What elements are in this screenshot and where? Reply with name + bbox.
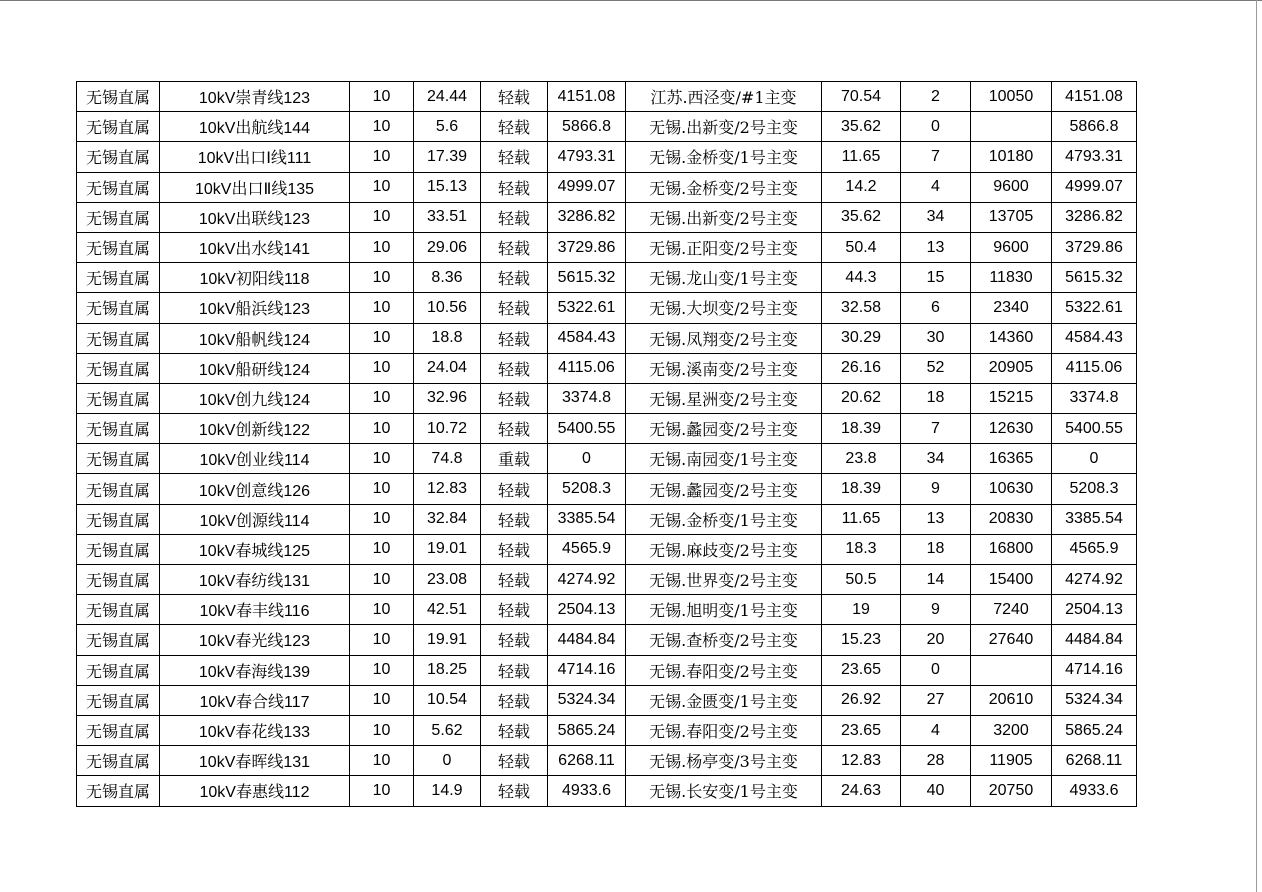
user-count-cell: 6	[901, 293, 971, 323]
remaining-capacity-cell: 4714.16	[1052, 655, 1137, 685]
load-status-cell: 轻载	[481, 414, 548, 444]
remaining-capacity-cell: 4933.6	[1052, 776, 1137, 806]
company-cell: 无锡直属	[77, 82, 160, 112]
remaining-capacity-cell: 6268.11	[1052, 746, 1137, 776]
table-row	[77, 595, 1137, 625]
load-status-cell: 轻载	[481, 383, 548, 413]
transformer-cell: 无锡.出新变/2号主变	[626, 112, 822, 142]
installed-capacity-cell: 14360	[971, 323, 1052, 353]
user-count-cell: 34	[901, 202, 971, 232]
line-name-cell: 10kV春光线123	[160, 625, 350, 655]
available-capacity-cell: 2504.13	[548, 595, 626, 625]
transformer-load-cell: 11.65	[822, 142, 901, 172]
table-row	[77, 625, 1137, 655]
transformer-load-cell: 18.3	[822, 534, 901, 564]
transformer-load-cell: 11.65	[822, 504, 901, 534]
voltage-cell: 10	[350, 746, 414, 776]
company-cell: 无锡直属	[77, 776, 160, 806]
voltage-cell: 10	[350, 625, 414, 655]
table-row	[77, 383, 1137, 413]
transformer-load-cell: 15.23	[822, 625, 901, 655]
table-row	[77, 655, 1137, 685]
load-status-cell: 轻载	[481, 504, 548, 534]
transformer-cell: 无锡.麻歧变/2号主变	[626, 534, 822, 564]
load-rate-cell: 18.8	[414, 323, 481, 353]
company-cell: 无锡直属	[77, 323, 160, 353]
transformer-cell: 无锡.出新变/2号主变	[626, 202, 822, 232]
line-name-cell: 10kV船浜线123	[160, 293, 350, 323]
installed-capacity-cell: 11905	[971, 746, 1052, 776]
voltage-cell: 10	[350, 715, 414, 745]
load-rate-cell: 10.54	[414, 685, 481, 715]
available-capacity-cell: 4714.16	[548, 655, 626, 685]
remaining-capacity-cell: 5324.34	[1052, 685, 1137, 715]
line-name-cell: 10kV船帆线124	[160, 323, 350, 353]
table-row	[77, 232, 1137, 262]
table-row	[77, 202, 1137, 232]
remaining-capacity-cell: 4115.06	[1052, 353, 1137, 383]
line-name-cell: 10kV出水线141	[160, 232, 350, 262]
available-capacity-cell: 4933.6	[548, 776, 626, 806]
line-name-cell: 10kV出口Ⅰ线111	[160, 142, 350, 172]
remaining-capacity-cell: 3729.86	[1052, 232, 1137, 262]
transformer-cell: 无锡.龙山变/1号主变	[626, 263, 822, 293]
voltage-cell: 10	[350, 565, 414, 595]
load-rate-cell: 0	[414, 746, 481, 776]
table-row	[77, 293, 1137, 323]
user-count-cell: 30	[901, 323, 971, 353]
load-status-cell: 轻载	[481, 263, 548, 293]
company-cell: 无锡直属	[77, 685, 160, 715]
load-rate-cell: 5.6	[414, 112, 481, 142]
line-name-cell: 10kV春合线117	[160, 685, 350, 715]
voltage-cell: 10	[350, 112, 414, 142]
load-rate-cell: 5.62	[414, 715, 481, 745]
line-name-cell: 10kV创意线126	[160, 474, 350, 504]
line-name-cell: 10kV创九线124	[160, 383, 350, 413]
voltage-cell: 10	[350, 414, 414, 444]
transformer-cell: 无锡.蠡园变/2号主变	[626, 474, 822, 504]
transformer-load-cell: 32.58	[822, 293, 901, 323]
load-status-cell: 轻载	[481, 323, 548, 353]
line-name-cell: 10kV创业线114	[160, 444, 350, 474]
transformer-load-cell: 18.39	[822, 414, 901, 444]
user-count-cell: 40	[901, 776, 971, 806]
user-count-cell: 27	[901, 685, 971, 715]
table-row	[77, 776, 1137, 806]
voltage-cell: 10	[350, 142, 414, 172]
line-name-cell: 10kV出航线144	[160, 112, 350, 142]
remaining-capacity-cell: 5865.24	[1052, 715, 1137, 745]
voltage-cell: 10	[350, 504, 414, 534]
company-cell: 无锡直属	[77, 202, 160, 232]
line-name-cell: 10kV春惠线112	[160, 776, 350, 806]
transformer-load-cell: 50.5	[822, 565, 901, 595]
transformer-cell: 无锡.南园变/1号主变	[626, 444, 822, 474]
voltage-cell: 10	[350, 202, 414, 232]
line-name-cell: 10kV出联线123	[160, 202, 350, 232]
voltage-cell: 10	[350, 534, 414, 564]
voltage-cell: 10	[350, 232, 414, 262]
transformer-load-cell: 23.65	[822, 715, 901, 745]
voltage-cell: 10	[350, 383, 414, 413]
load-rate-cell: 24.44	[414, 82, 481, 112]
transformer-cell: 无锡.世界变/2号主变	[626, 565, 822, 595]
table-row	[77, 746, 1137, 776]
installed-capacity-cell: 15400	[971, 565, 1052, 595]
transformer-load-cell: 26.92	[822, 685, 901, 715]
remaining-capacity-cell: 4565.9	[1052, 534, 1137, 564]
installed-capacity-cell: 10050	[971, 82, 1052, 112]
table-row	[77, 142, 1137, 172]
transformer-cell: 无锡.溪南变/2号主变	[626, 353, 822, 383]
table-row	[77, 353, 1137, 383]
load-rate-cell: 23.08	[414, 565, 481, 595]
load-status-cell: 轻载	[481, 293, 548, 323]
user-count-cell: 0	[901, 655, 971, 685]
remaining-capacity-cell: 4999.07	[1052, 172, 1137, 202]
available-capacity-cell: 5866.8	[548, 112, 626, 142]
load-rate-cell: 14.9	[414, 776, 481, 806]
transformer-cell: 无锡.大坝变/2号主变	[626, 293, 822, 323]
company-cell: 无锡直属	[77, 504, 160, 534]
table-row	[77, 474, 1137, 504]
load-rate-cell: 19.91	[414, 625, 481, 655]
load-status-cell: 轻载	[481, 685, 548, 715]
remaining-capacity-cell: 4584.43	[1052, 323, 1137, 353]
table-row	[77, 263, 1137, 293]
transformer-load-cell: 23.65	[822, 655, 901, 685]
installed-capacity-cell	[971, 655, 1052, 685]
load-status-cell: 轻载	[481, 232, 548, 262]
load-status-cell: 轻载	[481, 776, 548, 806]
transformer-cell: 无锡.长安变/1号主变	[626, 776, 822, 806]
transformer-cell: 无锡.金匮变/1号主变	[626, 685, 822, 715]
voltage-cell: 10	[350, 444, 414, 474]
transformer-cell: 无锡.正阳变/2号主变	[626, 232, 822, 262]
available-capacity-cell: 5208.3	[548, 474, 626, 504]
transformer-cell: 无锡.杨亭变/3号主变	[626, 746, 822, 776]
installed-capacity-cell: 20750	[971, 776, 1052, 806]
load-status-cell: 轻载	[481, 746, 548, 776]
installed-capacity-cell	[971, 112, 1052, 142]
table-row	[77, 172, 1137, 202]
line-name-cell: 10kV春城线125	[160, 534, 350, 564]
available-capacity-cell: 5400.55	[548, 414, 626, 444]
transformer-load-cell: 14.2	[822, 172, 901, 202]
transformer-cell: 无锡.金桥变/1号主变	[626, 142, 822, 172]
user-count-cell: 13	[901, 232, 971, 262]
transformer-load-cell: 50.4	[822, 232, 901, 262]
available-capacity-cell: 5324.34	[548, 685, 626, 715]
installed-capacity-cell: 16365	[971, 444, 1052, 474]
load-status-cell: 轻载	[481, 474, 548, 504]
company-cell: 无锡直属	[77, 414, 160, 444]
remaining-capacity-cell: 5615.32	[1052, 263, 1137, 293]
transformer-cell: 无锡.金桥变/2号主变	[626, 172, 822, 202]
transformer-cell: 江苏.西泾变/#1主变	[626, 82, 822, 112]
voltage-cell: 10	[350, 293, 414, 323]
load-rate-cell: 10.72	[414, 414, 481, 444]
line-name-cell: 10kV春纺线131	[160, 565, 350, 595]
table-row	[77, 82, 1137, 112]
table-row	[77, 323, 1137, 353]
transformer-load-cell: 35.62	[822, 202, 901, 232]
installed-capacity-cell: 10630	[971, 474, 1052, 504]
user-count-cell: 52	[901, 353, 971, 383]
load-status-cell: 轻载	[481, 82, 548, 112]
load-rate-cell: 29.06	[414, 232, 481, 262]
user-count-cell: 14	[901, 565, 971, 595]
user-count-cell: 4	[901, 172, 971, 202]
load-rate-cell: 12.83	[414, 474, 481, 504]
available-capacity-cell: 5865.24	[548, 715, 626, 745]
voltage-cell: 10	[350, 82, 414, 112]
available-capacity-cell: 3729.86	[548, 232, 626, 262]
transformer-cell: 无锡.春阳变/2号主变	[626, 715, 822, 745]
load-rate-cell: 10.56	[414, 293, 481, 323]
transformer-load-cell: 70.54	[822, 82, 901, 112]
load-rate-cell: 17.39	[414, 142, 481, 172]
transformer-load-cell: 18.39	[822, 474, 901, 504]
available-capacity-cell: 3286.82	[548, 202, 626, 232]
available-capacity-cell: 3374.8	[548, 383, 626, 413]
installed-capacity-cell: 11830	[971, 263, 1052, 293]
transformer-cell: 无锡.凤翔变/2号主变	[626, 323, 822, 353]
load-rate-cell: 32.96	[414, 383, 481, 413]
voltage-cell: 10	[350, 685, 414, 715]
user-count-cell: 20	[901, 625, 971, 655]
transformer-load-cell: 26.16	[822, 353, 901, 383]
voltage-cell: 10	[350, 595, 414, 625]
load-status-cell: 轻载	[481, 715, 548, 745]
remaining-capacity-cell: 3286.82	[1052, 202, 1137, 232]
company-cell: 无锡直属	[77, 263, 160, 293]
available-capacity-cell: 4115.06	[548, 353, 626, 383]
remaining-capacity-cell: 4274.92	[1052, 565, 1137, 595]
user-count-cell: 7	[901, 142, 971, 172]
load-status-cell: 轻载	[481, 655, 548, 685]
line-name-cell: 10kV春花线133	[160, 715, 350, 745]
load-rate-cell: 74.8	[414, 444, 481, 474]
remaining-capacity-cell: 5400.55	[1052, 414, 1137, 444]
installed-capacity-cell: 20830	[971, 504, 1052, 534]
user-count-cell: 18	[901, 383, 971, 413]
load-rate-cell: 33.51	[414, 202, 481, 232]
transformer-load-cell: 20.62	[822, 383, 901, 413]
transformer-load-cell: 23.8	[822, 444, 901, 474]
installed-capacity-cell: 12630	[971, 414, 1052, 444]
table-row	[77, 534, 1137, 564]
installed-capacity-cell: 20905	[971, 353, 1052, 383]
transformer-load-cell: 12.83	[822, 746, 901, 776]
user-count-cell: 9	[901, 474, 971, 504]
voltage-cell: 10	[350, 655, 414, 685]
load-status-cell: 轻载	[481, 172, 548, 202]
company-cell: 无锡直属	[77, 444, 160, 474]
line-name-cell: 10kV崇青线123	[160, 82, 350, 112]
available-capacity-cell: 4999.07	[548, 172, 626, 202]
transformer-load-cell: 30.29	[822, 323, 901, 353]
remaining-capacity-cell: 0	[1052, 444, 1137, 474]
load-status-cell: 轻载	[481, 202, 548, 232]
user-count-cell: 0	[901, 112, 971, 142]
load-status-cell: 轻载	[481, 142, 548, 172]
page-right-border	[1256, 0, 1257, 892]
company-cell: 无锡直属	[77, 655, 160, 685]
load-rate-cell: 15.13	[414, 172, 481, 202]
remaining-capacity-cell: 5322.61	[1052, 293, 1137, 323]
remaining-capacity-cell: 2504.13	[1052, 595, 1137, 625]
load-rate-cell: 24.04	[414, 353, 481, 383]
remaining-capacity-cell: 4793.31	[1052, 142, 1137, 172]
table-row	[77, 565, 1137, 595]
load-status-cell: 重载	[481, 444, 548, 474]
line-name-cell: 10kV春海线139	[160, 655, 350, 685]
user-count-cell: 4	[901, 715, 971, 745]
user-count-cell: 15	[901, 263, 971, 293]
transformer-load-cell: 19	[822, 595, 901, 625]
company-cell: 无锡直属	[77, 715, 160, 745]
installed-capacity-cell: 27640	[971, 625, 1052, 655]
line-name-cell: 10kV春丰线116	[160, 595, 350, 625]
available-capacity-cell: 0	[548, 444, 626, 474]
voltage-cell: 10	[350, 263, 414, 293]
table-body	[77, 82, 1137, 807]
load-status-cell: 轻载	[481, 353, 548, 383]
installed-capacity-cell: 9600	[971, 172, 1052, 202]
load-status-cell: 轻载	[481, 625, 548, 655]
line-name-cell: 10kV创新线122	[160, 414, 350, 444]
line-name-cell: 10kV创源线114	[160, 504, 350, 534]
transformer-cell: 无锡.星洲变/2号主变	[626, 383, 822, 413]
transformer-cell: 无锡.金桥变/1号主变	[626, 504, 822, 534]
installed-capacity-cell: 13705	[971, 202, 1052, 232]
table-row	[77, 504, 1137, 534]
load-rate-cell: 32.84	[414, 504, 481, 534]
line-name-cell: 10kV船研线124	[160, 353, 350, 383]
company-cell: 无锡直属	[77, 595, 160, 625]
line-name-cell: 10kV春晖线131	[160, 746, 350, 776]
installed-capacity-cell: 9600	[971, 232, 1052, 262]
load-status-cell: 轻载	[481, 565, 548, 595]
table-row	[77, 444, 1137, 474]
voltage-cell: 10	[350, 323, 414, 353]
transformer-cell: 无锡.春阳变/2号主变	[626, 655, 822, 685]
company-cell: 无锡直属	[77, 142, 160, 172]
remaining-capacity-cell: 4484.84	[1052, 625, 1137, 655]
transformer-cell: 无锡.旭明变/1号主变	[626, 595, 822, 625]
remaining-capacity-cell: 5866.8	[1052, 112, 1137, 142]
company-cell: 无锡直属	[77, 625, 160, 655]
company-cell: 无锡直属	[77, 172, 160, 202]
transformer-load-cell: 35.62	[822, 112, 901, 142]
installed-capacity-cell: 20610	[971, 685, 1052, 715]
user-count-cell: 9	[901, 595, 971, 625]
available-capacity-cell: 5615.32	[548, 263, 626, 293]
available-capacity-cell: 4584.43	[548, 323, 626, 353]
load-status-cell: 轻载	[481, 112, 548, 142]
company-cell: 无锡直属	[77, 746, 160, 776]
company-cell: 无锡直属	[77, 112, 160, 142]
installed-capacity-cell: 10180	[971, 142, 1052, 172]
installed-capacity-cell: 16800	[971, 534, 1052, 564]
user-count-cell: 13	[901, 504, 971, 534]
user-count-cell: 28	[901, 746, 971, 776]
available-capacity-cell: 4565.9	[548, 534, 626, 564]
company-cell: 无锡直属	[77, 383, 160, 413]
load-rate-cell: 18.25	[414, 655, 481, 685]
available-capacity-cell: 4274.92	[548, 565, 626, 595]
remaining-capacity-cell: 3385.54	[1052, 504, 1137, 534]
company-cell: 无锡直属	[77, 293, 160, 323]
installed-capacity-cell: 3200	[971, 715, 1052, 745]
company-cell: 无锡直属	[77, 474, 160, 504]
load-rate-cell: 8.36	[414, 263, 481, 293]
installed-capacity-cell: 15215	[971, 383, 1052, 413]
user-count-cell: 18	[901, 534, 971, 564]
company-cell: 无锡直属	[77, 534, 160, 564]
feeder-load-table	[76, 81, 1137, 807]
installed-capacity-cell: 7240	[971, 595, 1052, 625]
available-capacity-cell: 5322.61	[548, 293, 626, 323]
table-row	[77, 715, 1137, 745]
page-top-border	[0, 0, 1262, 1]
voltage-cell: 10	[350, 776, 414, 806]
remaining-capacity-cell: 5208.3	[1052, 474, 1137, 504]
transformer-load-cell: 24.63	[822, 776, 901, 806]
table-row	[77, 414, 1137, 444]
table-row	[77, 112, 1137, 142]
voltage-cell: 10	[350, 172, 414, 202]
company-cell: 无锡直属	[77, 232, 160, 262]
table-row	[77, 685, 1137, 715]
installed-capacity-cell: 2340	[971, 293, 1052, 323]
line-name-cell: 10kV初阳线118	[160, 263, 350, 293]
load-rate-cell: 19.01	[414, 534, 481, 564]
available-capacity-cell: 3385.54	[548, 504, 626, 534]
company-cell: 无锡直属	[77, 565, 160, 595]
voltage-cell: 10	[350, 353, 414, 383]
transformer-cell: 无锡.查桥变/2号主变	[626, 625, 822, 655]
available-capacity-cell: 4793.31	[548, 142, 626, 172]
remaining-capacity-cell: 3374.8	[1052, 383, 1137, 413]
voltage-cell: 10	[350, 474, 414, 504]
available-capacity-cell: 4151.08	[548, 82, 626, 112]
line-name-cell: 10kV出口Ⅱ线135	[160, 172, 350, 202]
company-cell: 无锡直属	[77, 353, 160, 383]
user-count-cell: 34	[901, 444, 971, 474]
load-status-cell: 轻载	[481, 595, 548, 625]
available-capacity-cell: 4484.84	[548, 625, 626, 655]
remaining-capacity-cell: 4151.08	[1052, 82, 1137, 112]
load-rate-cell: 42.51	[414, 595, 481, 625]
available-capacity-cell: 6268.11	[548, 746, 626, 776]
transformer-load-cell: 44.3	[822, 263, 901, 293]
user-count-cell: 7	[901, 414, 971, 444]
user-count-cell: 2	[901, 82, 971, 112]
transformer-cell: 无锡.蠡园变/2号主变	[626, 414, 822, 444]
load-status-cell: 轻载	[481, 534, 548, 564]
